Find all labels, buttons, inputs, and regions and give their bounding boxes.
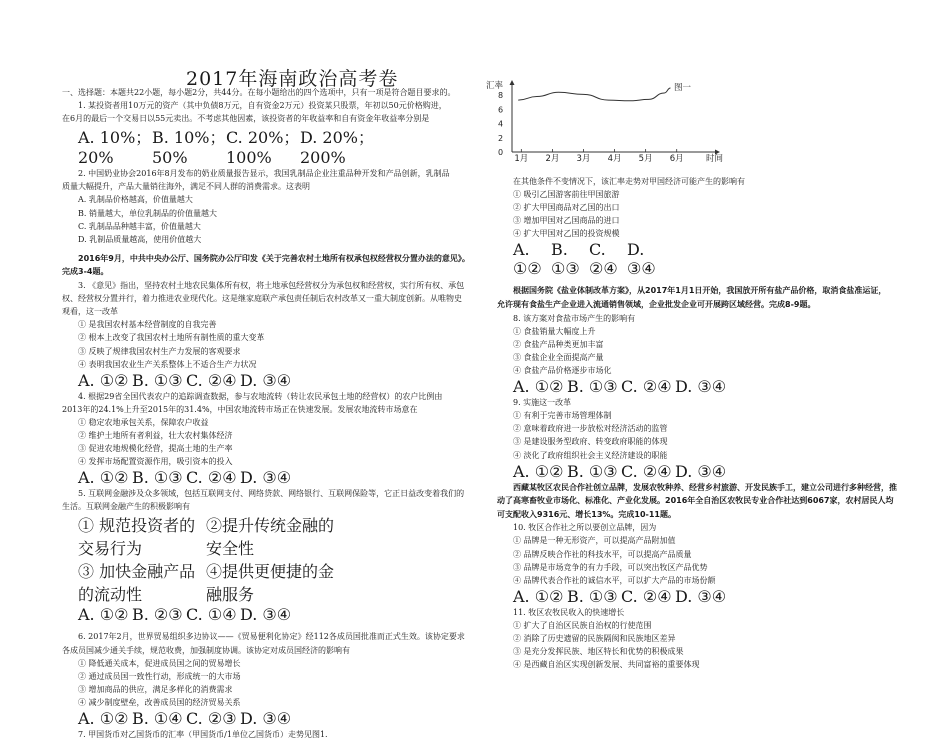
option-line: A. 乳制品价格越高，价值量越大	[78, 195, 193, 205]
answer-choice: D. ③④	[240, 468, 292, 488]
option-line: ④ 品牌代表合作社的诚信水平，可以扩大产品的市场份额	[513, 575, 716, 585]
question-line: 7. 甲国货币对乙国货币的汇率（甲国货币/1单位乙国货币）走势见图1.	[78, 730, 328, 739]
answer-choice: D. ③④	[675, 461, 727, 481]
question-line: 1. 某投资者用10万元的资产（其中负债8万元，自有资金2万元）投资某只股票，年初以50元价格购进，	[78, 101, 447, 111]
series-line	[518, 88, 670, 101]
option-line: ① 降低通关成本，促进成员国之间的贸易增长	[78, 658, 241, 668]
answer-choice: D. ③④	[240, 605, 292, 625]
question-line: 3. 《意见》指出，坚持农村土地农民集体所有权，将土地承包经营权分为承包权和经营权，实行所有权、承包	[78, 281, 465, 291]
option-line: ② 品牌反映合作社的科技水平，可以提高产品质量	[513, 549, 692, 559]
page-title: 2017年海南政治高考卷	[186, 68, 399, 90]
option-line: ① 扩大了自治区民族自治权的行使范围	[513, 620, 652, 630]
paragraph-line: 一、选择题：本题共22小题，每小题2分，共44分。在每小题给出的四个选项中，只有一项是符合题目要求的。	[62, 88, 456, 97]
paragraph-line: 在6月的最后一个交易日以55元卖出。不考虑其他因素，该投资者的年收益率和自有资金年收益率分别是	[62, 114, 430, 124]
answer-choice: B. 10%；50%	[152, 128, 226, 168]
option-line: ① 食盐销量大幅度上升	[513, 326, 596, 336]
answer-choice: D. ③④	[240, 709, 292, 728]
answer-choice: D. 20%；200%	[300, 128, 374, 168]
option-line: ② 维护土地所有者利益，壮大农村集体经济	[78, 430, 233, 440]
answer-choice: ① 规范投资者的交易行为	[78, 516, 196, 559]
option-pair	[62, 513, 476, 559]
exchange-rate-chart	[484, 76, 724, 173]
paragraph-line: 权、经营权分置并行，着力推进农业现代化。这是继家庭联产承包责任制后农村改革又一重大制度创新。从唯物史	[62, 294, 462, 304]
y-axis-arrow	[510, 80, 515, 85]
answer-choice: C. ②④	[621, 586, 672, 606]
answer-choice: A. ①②	[78, 709, 129, 728]
option-line: ③ 促进农地规模化经营，提高土地的生产率	[78, 444, 233, 454]
option-line: ② 意味着政府进一步放松对经济活动的监管	[513, 424, 668, 434]
question-line: 9. 实施这一改革	[513, 398, 572, 408]
answer-choice: C. ②④	[186, 370, 237, 390]
answer-options	[497, 462, 912, 481]
option-line: B. 销量越大，单位乳制品的价值量越大	[78, 208, 217, 218]
option-line: ① 有利于完善市场管理体制	[513, 411, 612, 421]
option-line: ③ 反映了规律我国农村生产力发展的客观要求	[78, 346, 241, 356]
x-tick-label: 5月	[638, 154, 653, 164]
option-line: ③ 品牌是市场竞争的有力手段，可以突出牧区产品优势	[513, 562, 708, 572]
paragraph-line: 观看，这一改革	[62, 307, 118, 317]
passage-line: 可支配收入9316元、增长13%。完成10-11题。	[497, 509, 676, 519]
answer-choice: D. ③④	[675, 377, 727, 397]
question-line: 2. 中国奶业协会2016年8月发布的奶业质量报告显示，我国乳制品企业注重品种开发和产品创新，乳制品	[78, 169, 450, 179]
option-line: ④ 扩大甲国对乙国的投资规模	[513, 229, 620, 239]
paragraph-line: 2013年的24.1%上升至2015年的31.4%，中国农地流转市场正在快速发展。发展农地流转市场意在	[62, 404, 418, 414]
x-tick-label: 1月	[514, 154, 529, 164]
option-line: ① 是我国农村基本经营制度的自我完善	[78, 320, 217, 330]
passage-line: 完成3-4题。	[62, 267, 109, 277]
option-line: ① 稳定农地承包关系，保障农户收益	[78, 417, 209, 427]
answer-choice: B. ①③	[567, 461, 618, 481]
option-line: ② 食盐产品种类更加丰富	[513, 339, 604, 349]
passage-line: 动了高寒畜牧业市场化、标准化、产业化发展。2016年全自治区农牧民专业合作社达到6067家，农村居民人均	[497, 496, 894, 506]
answer-choice: D. ③④	[675, 586, 727, 606]
answer-options	[62, 709, 476, 728]
answer-options	[497, 240, 912, 278]
question-line: 4. 根据29省全国代表农户的追踪调查数据，参与农地流转（转让农民承包土地的经营权）的农户比例由	[78, 391, 443, 401]
option-line: ③ 是建设服务型政府、转变政府职能的体现	[513, 437, 668, 447]
right-column	[497, 175, 912, 671]
answer-choice: A. ①②	[513, 377, 564, 397]
option-line: ④ 淡化了政府组织社会主义经济建设的职能	[513, 450, 668, 460]
option-line: D. 乳制品质量越高，使用价值越大	[78, 234, 202, 244]
question-line: 6. 2017年2月，世界贸易组织多边协议——《贸易便利化协定》经112各成员国批准而正式生效。该协定要求	[78, 632, 465, 642]
answer-choice: A. 10%；20%	[78, 128, 152, 168]
answer-choice: C. ②④	[589, 240, 618, 279]
answer-choice: B. ①④	[132, 709, 183, 728]
option-line: ② 扩大甲国商品对乙国的出口	[513, 203, 620, 213]
answer-choice: ④提供更便捷的金融服务	[206, 562, 335, 605]
answer-choice: C. ②③	[186, 709, 237, 728]
passage-line: 允许现有食盐生产企业进入流通销售领域，企业批发企业可开展跨区域经营。完成8-9题。	[497, 300, 816, 310]
answer-choice: A. ①②	[78, 370, 129, 390]
question-line: 在其他条件不变情况下，该汇率走势对甲国经济可能产生的影响有	[513, 177, 745, 186]
x-tick-label: 6月	[669, 154, 684, 164]
left-column	[62, 86, 476, 741]
answer-choice: D. ③④	[627, 240, 656, 279]
answer-options	[62, 468, 476, 487]
option-line: ② 消除了历史遗留的民族隔阂和民族地区差异	[513, 634, 676, 644]
chart-title: 图一	[674, 83, 692, 93]
answer-choice: A. ①②	[78, 605, 129, 625]
y-axis-label: 汇率	[486, 81, 504, 91]
answer-choice: B. ①③	[132, 468, 183, 488]
answer-choice: B. ①③	[551, 240, 580, 279]
question-line: 11. 牧区农牧民收入的快速增长	[513, 607, 625, 617]
question-line: 5. 互联网金融涉及众多领域，包括互联网支付、网络贷款、网络银行、互联网保险等，它正日益改变着我们的	[78, 489, 465, 499]
x-tick-label: 4月	[607, 154, 622, 164]
option-line: ③ 增加商品的供应，满足多样化的消费需求	[78, 684, 233, 694]
x-axis-label: 时间	[706, 154, 724, 164]
y-tick-label: 6	[498, 105, 504, 115]
answer-choice: A. ①②	[513, 586, 564, 606]
answer-choice: B. ①③	[132, 370, 183, 390]
y-tick-label: 0	[498, 148, 504, 157]
option-line: C. 乳制品品种越丰富，价值量越大	[78, 221, 201, 231]
answer-choice: C. 20%；100%	[226, 128, 300, 168]
passage-line: 2016年9月，中共中央办公厅、国务院办公厅印发《关于完善农村土地所有权承包权经营权分置办法的意见》。	[78, 253, 470, 263]
option-line: ④ 发挥市场配置资源作用，吸引资本的投入	[78, 457, 233, 467]
answer-options	[62, 125, 476, 167]
answer-choice: ③ 加快金融产品的流动性	[78, 562, 196, 605]
answer-choice: B. ②③	[132, 605, 183, 625]
y-tick-label: 8	[498, 91, 504, 101]
answer-options	[62, 605, 476, 624]
option-line: ① 品牌是一种无形资产，可以提高产品附加值	[513, 536, 676, 546]
answer-choice: C. ②④	[621, 377, 672, 397]
option-line: ③ 是充分发挥民族、地区特长和优势的积极成果	[513, 647, 684, 657]
x-tick-label: 2月	[545, 154, 560, 164]
question-line: 10. 牧区合作社之所以要创立品牌，因为	[513, 523, 657, 533]
option-line: ④ 是西藏自治区实现创新发展、共同富裕的重要体现	[513, 660, 700, 670]
passage-line: 西藏某牧区农民合作社创立品牌，发展农牧种养、经营乡村旅游、开发民族手工，建立公司进行多种经营，推	[513, 482, 897, 492]
option-line: ② 通过成员国一致性行动，形成统一的大市场	[78, 671, 241, 681]
option-line: ④ 表明我国农业生产关系整体上不适合生产力状况	[78, 359, 257, 369]
paragraph-line: 质量大幅提升，产品大量销往海外，满足不同人群的消费需求。这表明	[62, 182, 310, 192]
option-pair	[62, 559, 476, 605]
option-line: ① 吸引乙国游客前往甲国旅游	[513, 190, 620, 200]
option-line: ② 根本上改变了我国农村土地所有制性质的重大变革	[78, 333, 265, 343]
answer-choice: C. ①④	[186, 605, 237, 625]
answer-options	[62, 371, 476, 390]
answer-choice: B. ①③	[567, 377, 618, 397]
answer-choice: C. ②④	[621, 461, 672, 481]
option-line: ③ 食盐企业全面提高产量	[513, 352, 604, 362]
answer-choice: A. ①②	[513, 240, 542, 279]
option-line: ④ 食盐产品价格逐步市场化	[513, 366, 612, 376]
x-tick-label: 3月	[576, 154, 591, 164]
answer-choice: D. ③④	[240, 370, 292, 390]
answer-options	[497, 377, 912, 396]
option-line: ③ 增加甲国对乙国商品的进口	[513, 216, 620, 226]
answer-options	[497, 587, 912, 606]
answer-choice: B. ①③	[567, 586, 618, 606]
paragraph-line: 各成员国减少通关手续，规范收费，加强制度协调。该协定对成员国经济的影响有	[62, 645, 350, 655]
y-tick-label: 2	[498, 133, 504, 143]
answer-choice: ②提升传统金融的安全性	[206, 516, 335, 559]
answer-choice: A. ①②	[513, 461, 564, 481]
option-line: ④ 减少制度壁垒，改善成员国的经济贸易关系	[78, 697, 241, 707]
answer-choice: A. ①②	[78, 468, 129, 488]
question-line: 8. 该方案对食盐市场产生的影响有	[513, 313, 636, 323]
answer-choice: C. ②④	[186, 468, 237, 488]
passage-line: 根据国务院《盐业体制改革方案》，从2017年1月1日开始，我国放开所有盐产品价格，取消食盐准运证，	[513, 286, 887, 296]
paragraph-line: 生活。互联网金融产生的积极影响有	[62, 502, 190, 512]
y-tick-label: 4	[498, 119, 504, 129]
